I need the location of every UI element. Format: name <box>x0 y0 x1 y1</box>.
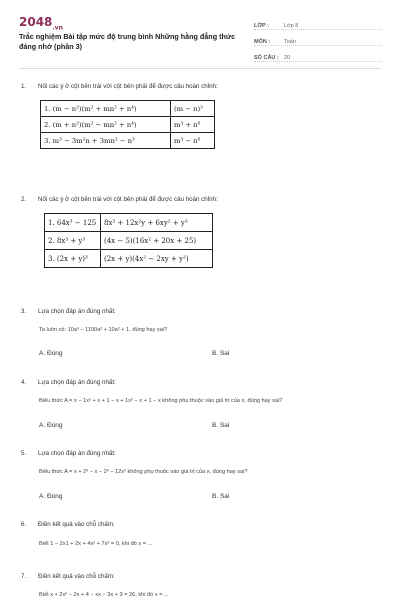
question-body: Biết x + 2x² − 2x + 4 − xx − 3x + 3 = 26, khi đó x = ... <box>39 592 169 598</box>
table-row <box>45 232 213 250</box>
table-cell-left: 3. m³ − 3m²n + 3mn² − n³ <box>41 133 171 149</box>
question-body: Biểu thức A = x + 2³ − x − 2³ − 12x² không phụ thuộc vào giá trị của x, đúng hay sai? <box>39 469 248 475</box>
meta-key: MÔN : <box>254 39 271 45</box>
question-number: 5. <box>21 450 27 457</box>
table-row <box>41 133 215 149</box>
option-b[interactable]: B. Sai <box>212 422 230 429</box>
question-prompt: Nối các ý ở cột bên trái với cột bên phải để được câu hoàn chỉnh: <box>38 196 218 203</box>
meta-info <box>254 17 382 65</box>
table-cell-left: 2. (m + n²)(m² − mn² + n⁴) <box>41 117 171 133</box>
site-logo[interactable]: $2048_{.vn}$ <box>19 15 63 32</box>
meta-row-subject <box>254 33 382 46</box>
question-1 <box>21 83 218 90</box>
table-cell-right: (4x − 5)(16x² + 20x + 25) <box>101 232 213 250</box>
option-b[interactable]: B. Sai <box>212 493 230 500</box>
question-number: 4. <box>21 379 27 386</box>
question-number: 7. <box>21 573 27 580</box>
question-number: 2. <box>21 196 27 203</box>
table-cell-left: 3. (2x + y)³ <box>45 250 101 268</box>
question-7 <box>21 573 115 580</box>
option-b[interactable]: B. Sai <box>212 350 230 357</box>
question-body: Ta luôn có: 10a³ − 1100a² + 10a² + 1, đúng hay sai? <box>39 327 168 333</box>
meta-value: Toán <box>284 39 296 45</box>
question-prompt: Điền kết quả vào chỗ chấm: <box>38 521 115 528</box>
table-cell-left: 1. (m − n²)(m² + mn² + n⁴) <box>41 101 171 117</box>
matching-table-1 <box>40 100 215 149</box>
table-cell-right: m³ − n⁶ <box>171 133 215 149</box>
question-5 <box>21 450 116 457</box>
question-body: Biết 1 − 2x1 + 2x + 4x² + 7x² = 0, khi đó x = ... <box>39 541 153 547</box>
table-row <box>41 117 215 133</box>
table-row <box>45 214 213 232</box>
meta-row-class <box>254 17 382 30</box>
header-divider <box>19 68 381 69</box>
question-prompt: Điền kết quả vào chỗ chấm: <box>38 573 115 580</box>
meta-row-count <box>254 49 382 62</box>
table-cell-right: 8x³ + 12x²y + 6xy² + y³ <box>101 214 213 232</box>
question-prompt: Lựa chọn đáp án đúng nhất: <box>38 450 116 457</box>
question-prompt: Lựa chọn đáp án đúng nhất: <box>38 308 116 315</box>
question-number: 6. <box>21 521 27 528</box>
question-number: 1. <box>21 83 27 90</box>
question-prompt: Lựa chọn đáp án đúng nhất: <box>38 379 116 386</box>
question-4 <box>21 379 116 386</box>
option-a[interactable]: A. Đúng <box>39 493 63 500</box>
question-prompt: Nối các ý ở cột bên trái với cột bên phải để được câu hoàn chỉnh: <box>38 83 218 90</box>
table-cell-right: (m − n)³ <box>171 101 215 117</box>
table-cell-left: 1. 64x³ − 125 <box>45 214 101 232</box>
table-row <box>41 101 215 117</box>
meta-key: LỚP : <box>254 23 269 29</box>
question-6 <box>21 521 115 528</box>
option-a[interactable]: A. Đúng <box>39 350 63 357</box>
meta-value: 20 <box>284 55 291 61</box>
question-number: 3. <box>21 308 27 315</box>
question-3 <box>21 308 116 315</box>
matching-table-2 <box>44 213 213 268</box>
option-a[interactable]: A. Đúng <box>39 422 63 429</box>
document-title: Trắc nghiệm Bài tập mức độ trung bình Những hằng đẳng thức đáng nhớ (phần 3) <box>19 32 236 52</box>
table-cell-left: 2. 8x³ + y³ <box>45 232 101 250</box>
question-body: Biểu thức A = x − 1x² + x + 1 − x + 1x² − x + 1 − x không phụ thuộc vào giá trị của x, đúng hay sai? <box>39 398 283 404</box>
meta-value: Lớp 8 <box>284 23 299 29</box>
table-cell-right: m³ + n⁶ <box>171 117 215 133</box>
table-cell-right: (2x + y)(4x² − 2xy + y²) <box>101 250 213 268</box>
question-2 <box>21 196 218 203</box>
table-row <box>45 250 213 268</box>
meta-key: SỐ CÂU : <box>254 55 279 61</box>
